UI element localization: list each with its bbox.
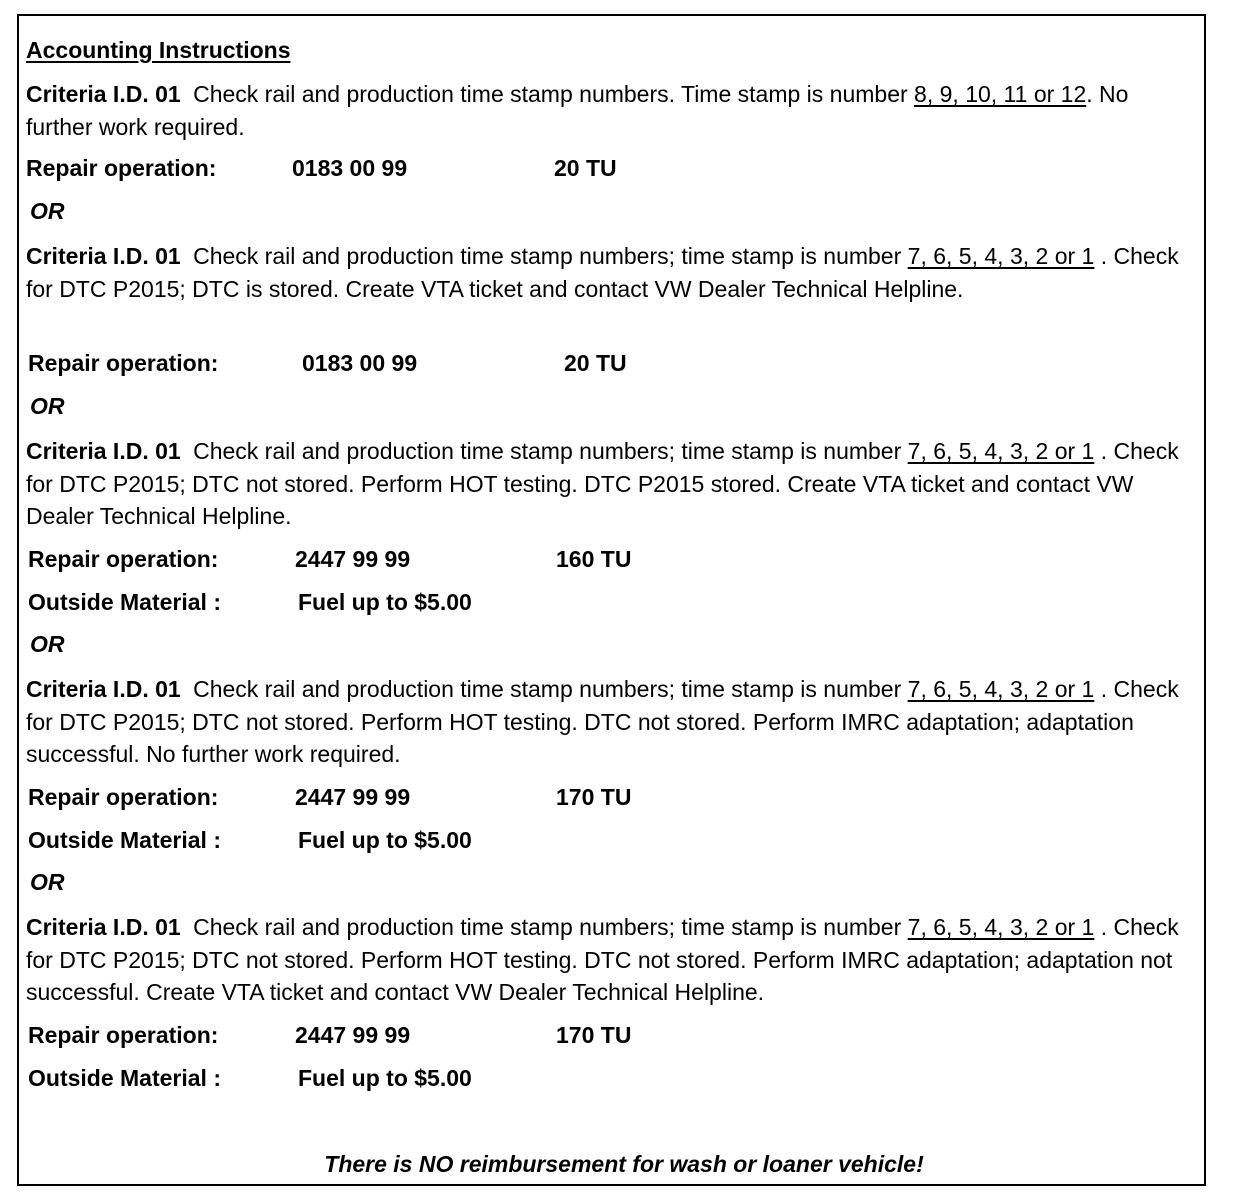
repair-operation-code: 2447 99 99: [295, 546, 411, 572]
repair-operation-label: Repair operation:: [28, 784, 219, 810]
outside-material-label: Outside Material :: [28, 1065, 221, 1091]
repair-operation-tu: 20 TU: [564, 350, 627, 376]
repair-operation-code: 0183 00 99: [292, 155, 408, 181]
repair-operation-label: Repair operation:: [28, 350, 219, 376]
criteria-label: Criteria I.D. 01: [26, 81, 181, 107]
criteria-paragraph: [26, 911, 1198, 1009]
criteria-paragraph: [26, 78, 1198, 143]
repair-operation-code: 2447 99 99: [295, 1022, 411, 1048]
repair-operation-tu: 20 TU: [554, 155, 617, 181]
repair-operation-label: Repair operation:: [28, 546, 219, 572]
page-title: Accounting Instructions: [26, 37, 291, 63]
outside-material-value: Fuel up to $5.00: [298, 589, 472, 615]
time-stamp-numbers: 7, 6, 5, 4, 3, 2 or 1: [907, 243, 1095, 269]
repair-operation-label: Repair operation:: [26, 155, 217, 181]
criteria-paragraph: [26, 673, 1198, 771]
criteria-text: Check rail and production time stamp numbers; time stamp is number: [193, 676, 902, 702]
criteria-label: Criteria I.D. 01: [26, 243, 181, 269]
criteria-paragraph: [26, 435, 1198, 533]
criteria-text: Check rail and production time stamp numbers. Time stamp is number: [193, 81, 908, 107]
criteria-text: Check rail and production time stamp numbers; time stamp is number: [193, 914, 902, 940]
criteria-label: Criteria I.D. 01: [26, 676, 181, 702]
criteria-text: Check rail and production time stamp numbers; time stamp is number: [193, 438, 902, 464]
reimbursement-notice: There is NO reimbursement for wash or loaner vehicle!: [324, 1151, 924, 1177]
time-stamp-numbers: 7, 6, 5, 4, 3, 2 or 1: [907, 438, 1095, 464]
repair-operation-tu: 170 TU: [556, 784, 632, 810]
repair-operation-code: 0183 00 99: [302, 350, 418, 376]
time-stamp-numbers: 8, 9, 10, 11 or 12: [914, 81, 1087, 107]
time-stamp-numbers: 7, 6, 5, 4, 3, 2 or 1: [907, 914, 1095, 940]
time-stamp-numbers: 7, 6, 5, 4, 3, 2 or 1: [907, 676, 1095, 702]
repair-operation-code: 2447 99 99: [295, 784, 411, 810]
outside-material-label: Outside Material :: [28, 589, 221, 615]
outside-material-label: Outside Material :: [28, 827, 221, 853]
criteria-text-after: . Check for DTC P2015; DTC is stored. Create VTA ticket and contact VW Dealer Technical Helpline.: [26, 243, 1179, 302]
or-separator: OR: [30, 198, 65, 224]
outside-material-value: Fuel up to $5.00: [298, 1065, 472, 1091]
criteria-text-after: . No further work required.: [26, 81, 1129, 140]
or-separator: OR: [30, 393, 65, 419]
outside-material-value: Fuel up to $5.00: [298, 827, 472, 853]
criteria-label: Criteria I.D. 01: [26, 438, 181, 464]
criteria-text: Check rail and production time stamp numbers; time stamp is number: [193, 243, 902, 269]
repair-operation-tu: 170 TU: [556, 1022, 632, 1048]
criteria-paragraph: [26, 240, 1198, 305]
repair-operation-tu: 160 TU: [556, 546, 632, 572]
criteria-text-after: . Check for DTC P2015; DTC not stored. Perform HOT testing. DTC not stored. Perform IMRC adaptation; adaptation not successful. Create VTA ticket and contact VW Dealer Technical Helpline.: [26, 914, 1179, 1006]
repair-operation-label: Repair operation:: [28, 1022, 219, 1048]
criteria-text-after: . Check for DTC P2015; DTC not stored. Perform HOT testing. DTC not stored. Perform IMRC adaptation; adaptation successful. No further work required.: [26, 676, 1179, 768]
criteria-label: Criteria I.D. 01: [26, 914, 181, 940]
or-separator: OR: [30, 631, 65, 657]
or-separator: OR: [30, 869, 65, 895]
criteria-text-after: . Check for DTC P2015; DTC not stored. Perform HOT testing. DTC P2015 stored. Create VTA ticket and contact VW Dealer Technical Helpline.: [26, 438, 1179, 530]
